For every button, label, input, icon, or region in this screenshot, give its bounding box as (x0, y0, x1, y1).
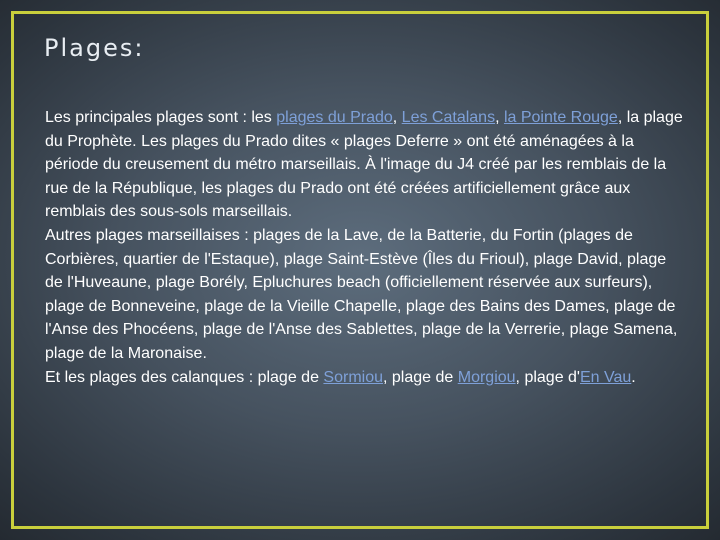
paragraph-calanques-beaches (45, 366, 685, 390)
text-segment: , la plage du Prophète. Les plages du Prado dites « plages Deferre » ont été aménagées à la période du creusement du métro marseillais. À l'image du J4 créé par les remblais de la rue de la République, les plages du Prado ont été créées artificiellement grâce aux remblais des sous-sols marseillais. (45, 109, 683, 221)
text-segment: . (631, 368, 636, 386)
link-sormiou[interactable]: Sormiou (323, 368, 383, 386)
link-la-pointe-rouge[interactable]: la Pointe Rouge (503, 109, 618, 126)
link-les-catalans[interactable]: Les Catalans (401, 109, 496, 126)
text-segment: , (392, 109, 402, 126)
text-segment: , plage de (383, 368, 458, 386)
paragraph-main-beaches (45, 106, 685, 224)
link-en-vau[interactable]: En Vau (579, 368, 632, 386)
link-morgiou[interactable]: Morgiou (457, 368, 516, 386)
text-segment: Les principales plages sont : les (45, 109, 277, 126)
slide-title: Plages: (44, 34, 145, 62)
paragraph-other-beaches: Autres plages marseillaises : plages de la Lave, de la Batterie, du Fortin (plages de Corbières, quartier de l'Estaque), plage Saint-Estève (Îles du Frioul), plage David, plage de l'Huveaune, plage Borély, Epluchures beach (officiellement réservée aux surfeurs), plage de Bonneveine, plage de la Vieille Chapelle, plage des Bains des Dames, plage de l'Anse des Phocéens, plage de l'Anse des Sablettes, plage de la Verrerie, plage Samena, plage de la Maronaise. (45, 226, 678, 362)
text-segment: , (495, 109, 504, 126)
text-segment: Et les plages des calanques : plage de (45, 368, 324, 386)
text-segment: , plage d' (515, 368, 580, 386)
slide-body (45, 106, 685, 389)
link-plages-du-prado[interactable]: plages du Prado (276, 109, 393, 126)
